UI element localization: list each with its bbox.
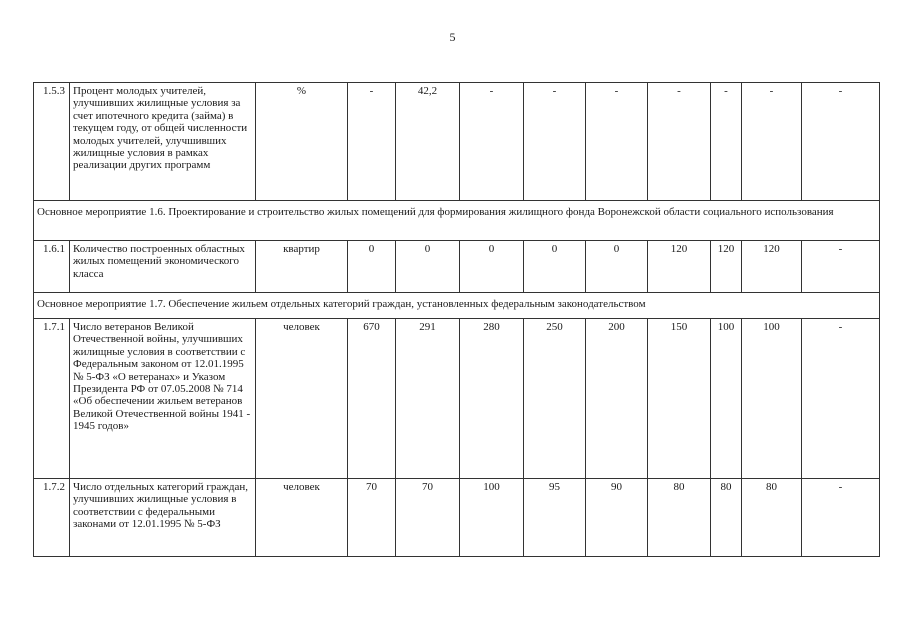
row-value: 280 [460, 319, 524, 479]
row-value: - [586, 83, 648, 201]
row-value: 200 [586, 319, 648, 479]
row-name: Число ветеранов Великой Отечественной войны, улучшивших жилищные условия в соответствии с Федеральным законом от 12.01.1995 № 5-ФЗ «О ветеранах» и Указом Президента РФ от 07.05.2008 № 714 «Об обеспечении жильем ветеранов Великой Отечественной войны 1941 - 1945 годов» [70, 319, 256, 479]
row-value: 80 [742, 479, 802, 557]
section-title: Основное мероприятие 1.6. Проектирование и строительство жилых помещений для формирования жилищного фонда Воронежской области социального использования [34, 201, 880, 241]
row-value: 100 [460, 479, 524, 557]
row-unit: % [256, 83, 348, 201]
row-name: Число отдельных категорий граждан, улучшивших жилищные условия в соответствии с федеральными законами от 12.01.1995 № 5-ФЗ [70, 479, 256, 557]
row-value: 80 [648, 479, 711, 557]
indicators-table [33, 82, 880, 557]
row-code: 1.5.3 [34, 83, 70, 201]
row-value: 0 [524, 241, 586, 293]
row-value: - [348, 83, 396, 201]
row-value: 0 [348, 241, 396, 293]
row-name: Процент молодых учителей, улучшивших жилищные условия за счет ипотечного кредита (займа) в текущем году, от общей численности молодых учителей, улучшивших жилищные условия в рамках реализации других программ [70, 83, 256, 201]
row-value: 120 [742, 241, 802, 293]
row-code: 1.7.1 [34, 319, 70, 479]
row-value: 0 [460, 241, 524, 293]
table-row [34, 241, 880, 293]
row-value: 70 [396, 479, 460, 557]
row-value: - [742, 83, 802, 201]
row-code: 1.7.2 [34, 479, 70, 557]
row-value: 0 [396, 241, 460, 293]
row-value: 90 [586, 479, 648, 557]
row-value: 670 [348, 319, 396, 479]
section-row [34, 201, 880, 241]
row-value: - [524, 83, 586, 201]
row-unit: человек [256, 319, 348, 479]
row-value: 120 [648, 241, 711, 293]
row-value: 80 [711, 479, 742, 557]
row-value: 120 [711, 241, 742, 293]
section-row [34, 293, 880, 319]
row-name: Количество построенных областных жилых помещений экономического класса [70, 241, 256, 293]
row-value: - [711, 83, 742, 201]
row-value: 250 [524, 319, 586, 479]
section-title: Основное мероприятие 1.7. Обеспечение жильем отдельных категорий граждан, установленных федеральным законодательством [34, 293, 880, 319]
row-value: - [648, 83, 711, 201]
row-value: - [460, 83, 524, 201]
table-row [34, 83, 880, 201]
row-unit: квартир [256, 241, 348, 293]
row-value: 0 [586, 241, 648, 293]
row-value: 70 [348, 479, 396, 557]
table-row [34, 319, 880, 479]
row-value: 42,2 [396, 83, 460, 201]
row-value: 291 [396, 319, 460, 479]
table-row [34, 479, 880, 557]
row-value: - [802, 241, 880, 293]
row-value: - [802, 83, 880, 201]
row-value: - [802, 319, 880, 479]
row-value: 95 [524, 479, 586, 557]
row-code: 1.6.1 [34, 241, 70, 293]
row-value: - [802, 479, 880, 557]
page-number: 5 [449, 30, 456, 44]
row-value: 150 [648, 319, 711, 479]
row-unit: человек [256, 479, 348, 557]
row-value: 100 [742, 319, 802, 479]
row-value: 100 [711, 319, 742, 479]
